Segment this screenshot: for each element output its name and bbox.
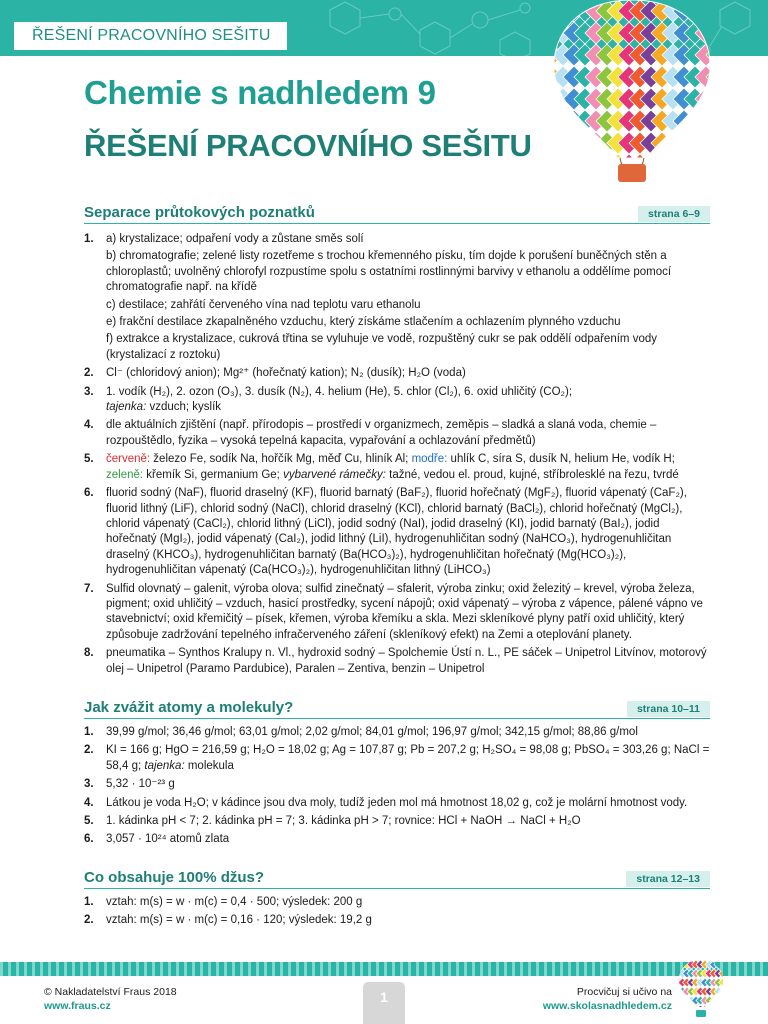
answer-text: b) chromatografie; zelené listy rozetřeme s trochou křemenného písku, tím dojde k porušení buněčných stěn a chloroplastů; uvolněný chlorofyl rozpustíme spolu s ostatními rostlinnými barvivy v ethanolu a oddělíme pomocí chromatografie např. na křídě <box>106 250 672 294</box>
answer-text: a) krystalizace; odpaření vody a zůstane směs solí <box>106 233 364 245</box>
section-title: Jak zvážit atomy a molekuly? <box>84 699 294 716</box>
balloon-basket <box>618 164 646 182</box>
publisher-link[interactable]: www.fraus.cz <box>44 1000 111 1012</box>
hot-air-balloon-illustration <box>552 0 712 186</box>
section-header <box>84 204 710 224</box>
blue-elements: uhlík C, síra S, dusík N, helium He, vodík H; <box>447 453 675 466</box>
item-number: 4. <box>84 419 94 432</box>
item-number: 5. <box>84 453 94 466</box>
item-number: 1. <box>84 233 94 245</box>
answer-item-1 <box>84 232 710 363</box>
red-label: červeně: <box>106 453 151 466</box>
red-elements: železo Fe, sodík Na, hořčík Mg, měď Cu, hliník Al; <box>150 453 412 466</box>
answer-item-6 <box>84 486 710 578</box>
page-title: Chemie s nadhledem 9 <box>84 74 436 111</box>
tajenka-label: tajenka: <box>106 401 147 414</box>
item-number: 1. <box>84 726 94 738</box>
frames-answer: tažné, vedou el. proud, kujné, stříbrolesklé na řezu, tvrdé <box>385 468 679 481</box>
tajenka-answer: vzduch; kyslík <box>146 401 222 414</box>
footer-publisher <box>44 985 177 1013</box>
page-subtitle: ŘEŠENÍ PRACOVNÍHO SEŠITU <box>84 128 532 163</box>
answer-text: Látkou je voda H₂O; v kádince jsou dva moly, tudíž jeden mol má hmotnost 18,02 g, což je molární hmotnost vody. <box>106 796 688 809</box>
item-number: 8. <box>84 647 94 660</box>
footer-promo <box>543 985 672 1013</box>
answer-item-3 <box>84 777 710 792</box>
item-number: 7. <box>84 582 94 595</box>
item-number: 6. <box>84 487 94 500</box>
answer-text: 5,32 · 10⁻²³ g <box>106 778 175 791</box>
page-reference-badge: strana 10–11 <box>627 701 710 717</box>
answer-item-1 <box>84 895 710 910</box>
answer-text: f) extrakce a krystalizace, cukrová třtina se vyluhuje ve vodě, rozpuštěný cukr se pak oddělí odpařením vody (krystalizací z roztoku) <box>106 333 657 361</box>
section-header <box>84 869 710 889</box>
item-number: 6. <box>84 833 94 846</box>
section-header <box>84 699 710 719</box>
answer-text: 3,057 · 10²⁴ atomů zlata <box>106 833 230 846</box>
answer-text: c) destilace; zahřátí červeného vína nad teplotu varu ethanolu <box>106 298 421 311</box>
answer-text: 1. vodík (H₂), 2. ozon (O₃), 3. dusík (N₂), 4. helium (He), 5. chlor (Cl₂), 6. oxid uhličitý (CO₂); <box>106 385 573 398</box>
answer-item-8 <box>84 646 710 677</box>
green-label: zeleně: <box>106 468 144 481</box>
answer-item-2 <box>84 366 710 381</box>
blue-label: modře: <box>411 453 448 466</box>
answer-text: dle aktuálních zjištění (např. přírodopis – prostředí v organizmech, zeměpis – sladká a slaná voda, chemie – rozpouštědlo, fyzika – vysoká tepelná kapacita, vypařování a ochlazování předmětů) <box>106 419 657 447</box>
item-number: 2. <box>84 744 94 757</box>
promo-link[interactable]: www.skolasnadhledem.cz <box>542 1000 672 1012</box>
answer-item-7 <box>84 582 710 644</box>
page-reference-badge: strana 12–13 <box>626 871 710 887</box>
answer-text: Cl⁻ (chloridový anion); Mg²⁺ (hořečnatý kation); N₂ (dusík); H₂O (voda) <box>106 367 466 380</box>
small-balloon-logo <box>678 960 724 1018</box>
page-number: 1 <box>363 982 405 1024</box>
answer-item-2 <box>84 913 710 928</box>
answer-item-5 <box>84 452 710 483</box>
answer-text: vztah: m(s) = w · m(c) = 0,4 · 500; výsledek: 200 g <box>106 896 363 908</box>
frames-label: vybarvené rámečky: <box>283 468 386 481</box>
answer-item-4 <box>84 418 710 449</box>
item-number: 5. <box>84 815 94 828</box>
answer-item-3 <box>84 385 710 416</box>
answer-text: fluorid sodný (NaF), fluorid draselný (KF), fluorid barnatý (BaF₂), fluorid hořečnatý (MgF₂), fluorid vápenatý (CaF₂), fluorid lithný (LiF), chlorid sodný (NaCl), chlorid draselný (KCl), chlorid barnatý (BaCl₂), chlorid hořečnatý (MgCl₂), chlorid vápenatý (CaCl₂), chlorid lithný (LiCl), jodid sodný (NaI), jodid draselný (KI), jodid barnatý (BaI₂), jodid hořečnatý (MgI₂), jodid vápenatý (CaI₂), jodid lithný (LiI), hydrogenuhličitan sodný (NaHCO₃), hydrogenuhličitan draselný (KHCO₃), hydrogenuhličitan barnatý (Ba(HCO₃)₂), hydrogenuhličitan hořečnatý (Mg(HCO₃)₂), hydrogenuhličitan vápenatý (Ca(HCO₃)₂), hydrogenuhličitan lithný (LiHCO₃) <box>106 487 687 577</box>
answer-text: e) frakční destilace zkapalněného vzduchu, který získáme stlačením a ochlazením plynného vzduchu <box>106 316 621 329</box>
answer-item-6 <box>84 832 710 847</box>
section-title: Co obsahuje 100% džus? <box>84 869 265 886</box>
item-number: 4. <box>84 796 94 809</box>
page-reference-badge: strana 6–9 <box>638 206 710 222</box>
item-number: 3. <box>84 385 94 398</box>
item-number: 2. <box>84 367 94 380</box>
tajenka-label: tajenka: <box>144 759 185 772</box>
section-dzus <box>84 869 710 929</box>
green-elements: křemík Si, germanium Ge; <box>143 468 284 481</box>
answer-item-1 <box>84 725 710 740</box>
answer-text: 39,99 g/mol; 36,46 g/mol; 63,01 g/mol; 2,02 g/mol; 84,01 g/mol; 196,97 g/mol; 342,15 g/mol; 88,86 g/mol <box>106 726 638 738</box>
answer-text: Sulfid olovnatý – galenit, výroba olova; sulfid zinečnatý – sfalerit, výroba zinku; oxid železitý – krevel, výroba železa, pigment; oxid uhličitý – vzduch, hasicí prostředky, sycení nápojů; oxid vápenatý – výroba z vápence, pálené vápno ve stavebnictví; oxid křemičitý – písek, křemen, výroba křemíku a skla. Mezi skleníkové plyny patří oxid uhličitý, který způsobuje zadržování tepelného infračerveného záření (skleníkový efekt) na Zemi a oteplování planety. <box>106 582 703 641</box>
tajenka-answer: molekula <box>184 759 234 772</box>
section-separace <box>84 204 710 677</box>
answer-item-5 <box>84 814 710 829</box>
publisher-copyright: © Nakladatelství Fraus 2018 <box>44 986 177 998</box>
answer-item-4 <box>84 796 710 811</box>
answer-text: pneumatika – Synthos Kralupy n. Vl., hydroxid sodný – Spolchemie Ústí n. L., PE sáček – Unipetrol Litvínov, motorový olej – Unipetrol (Paramo Pardubice), Paralen – Zentiva, benzin – Unipetrol <box>106 647 707 675</box>
answer-text: vztah: m(s) = w · m(c) = 0,16 · 120; výsledek: 19,2 g <box>106 914 372 927</box>
section-atomy <box>84 699 710 848</box>
item-number: 2. <box>84 914 94 927</box>
section-title: Separace průtokových poznatků <box>84 204 315 221</box>
answer-text: 1. kádinka pH < 7; 2. kádinka pH = 7; 3. kádinka pH > 7; rovnice: HCl + NaOH → NaCl + H₂O <box>106 815 581 828</box>
series-tag: ŘEŠENÍ PRACOVNÍHO SEŠITU <box>14 22 287 50</box>
answer-text: KI = 166 g; HgO = 216,59 g; H₂O = 18,02 g; Ag = 107,87 g; Pb = 207,2 g; H₂SO₄ = 98,08 g; PbSO₄ = 303,26 g; NaCl = 58,4 g; <box>106 744 710 772</box>
item-number: 3. <box>84 778 94 791</box>
item-number: 1. <box>84 896 94 908</box>
promo-text: Procvičuj si učivo na <box>576 986 672 998</box>
footer-pattern-band <box>0 962 768 976</box>
answer-item-2 <box>84 743 710 774</box>
